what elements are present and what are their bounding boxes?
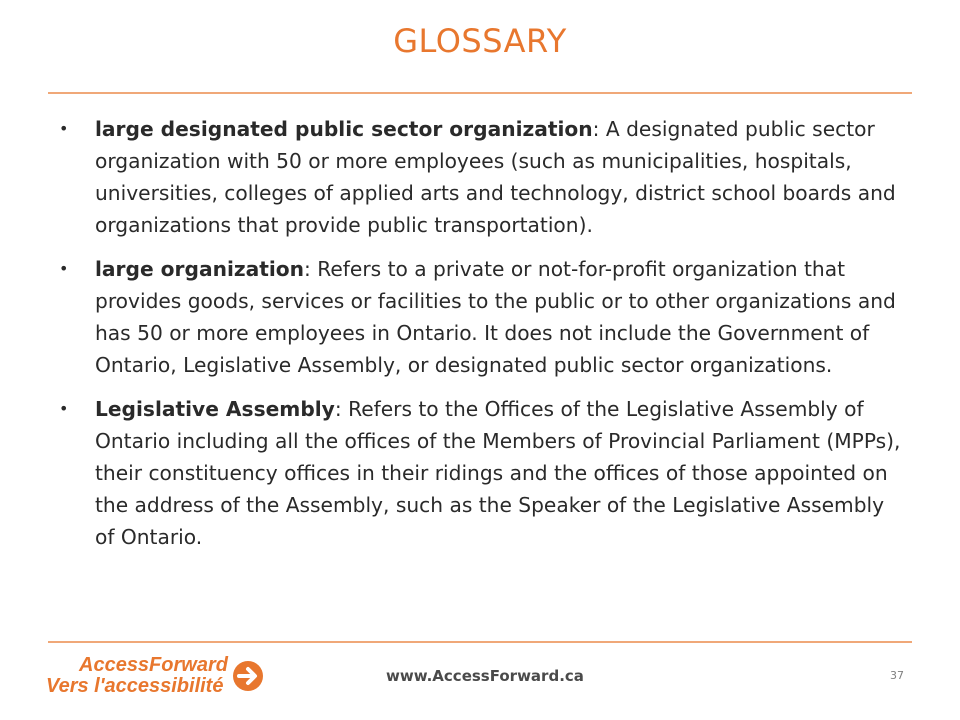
top-divider (48, 92, 912, 94)
bullet-icon: • (59, 399, 69, 418)
glossary-entry (48, 113, 908, 241)
page-title: GLOSSARY (393, 22, 567, 60)
glossary-entry (48, 253, 908, 381)
glossary-term: large designated public sector organization (95, 117, 593, 141)
logo-line1: AccessForward (79, 654, 228, 676)
bullet-icon: • (59, 119, 69, 138)
page-number: 37 (890, 669, 904, 682)
glossary-entry (48, 393, 908, 553)
glossary-term: large organization (95, 257, 305, 281)
glossary-definition: : Refers to a private or not-for-profit organization that provides goods, services or facilities to the public or to other organizations and has 50 or more employees in Ontario. It does not include the Government of Ontario, Legislative Assembly, or designated public sector organizations. (95, 257, 896, 377)
bottom-divider (48, 641, 912, 643)
arrow-circle-icon (233, 661, 263, 691)
glossary-list (48, 113, 908, 565)
website-link[interactable]: www.AccessForward.ca (386, 667, 584, 685)
bullet-icon: • (59, 259, 69, 278)
glossary-term: Legislative Assembly (95, 397, 335, 421)
glossary-definition: : A designated public sector organization with 50 or more employees (such as municipalities, hospitals, universities, colleges of applied arts and technology, district school boards and organizations that provide public transportation). (95, 117, 896, 237)
logo-line2: Vers l'accessibilité (46, 675, 224, 697)
glossary-definition: : Refers to the Offices of the Legislative Assembly of Ontario including all the offices of the Members of Provincial Parliament (MPPs), their constituency offices in their ridings and the offices of those appointed on the address of the Assembly, such as the Speaker of the Legislative Assembly of Ontario. (95, 397, 901, 549)
accessforward-logo (46, 656, 276, 696)
